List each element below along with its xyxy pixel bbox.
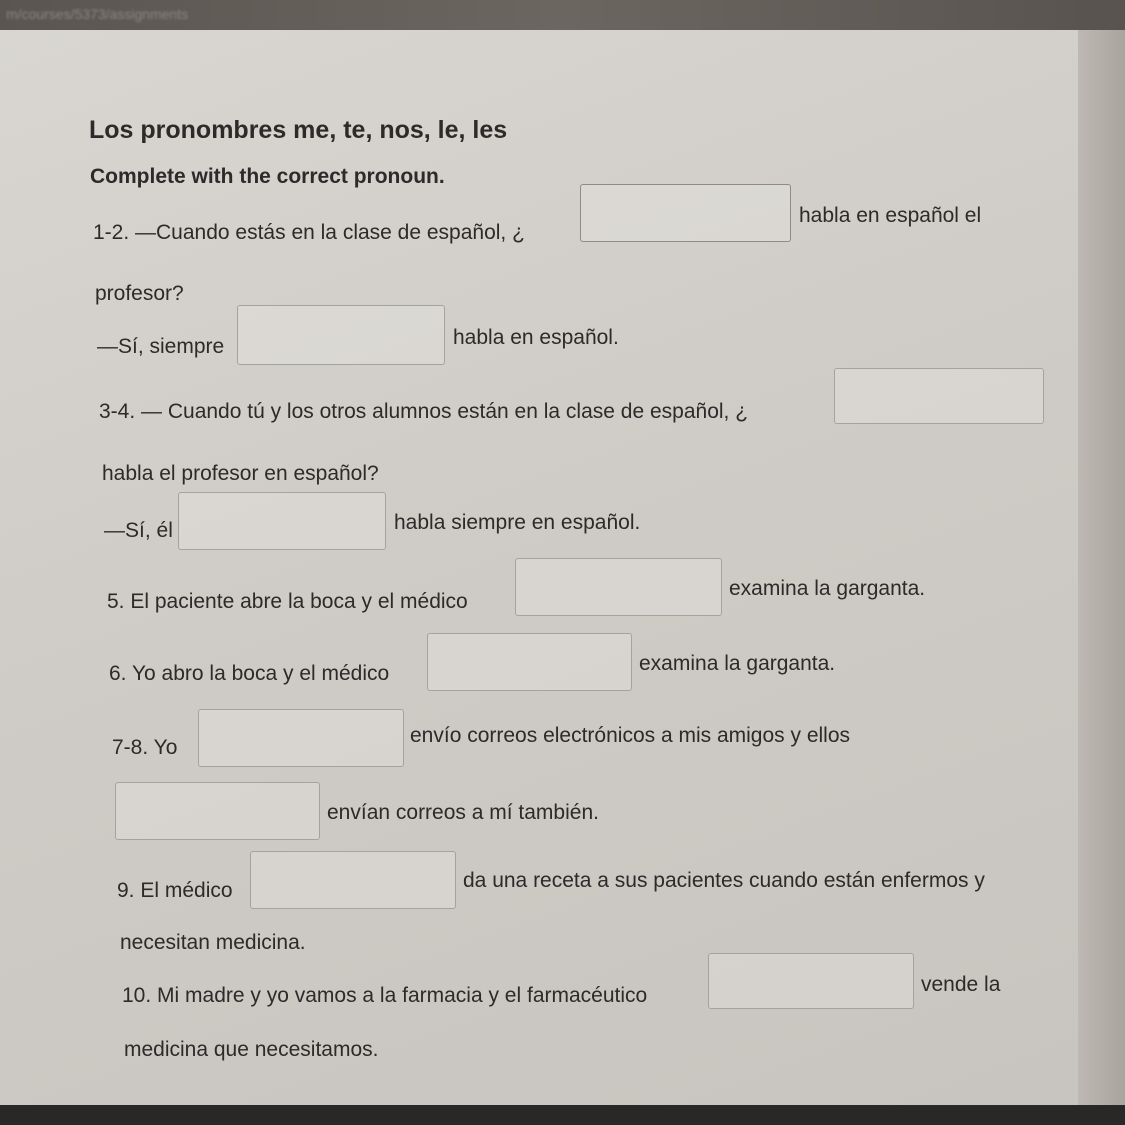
answer-8-input[interactable] (115, 782, 320, 840)
url-text: m/courses/5373/assignments (6, 6, 189, 22)
question-3-4-text: 3-4. — Cuando tú y los otros alumnos están en la clase de español, ¿ (99, 400, 749, 423)
question-10-text: 10. Mi madre y yo vamos a la farmacia y el farmacéutico (122, 984, 648, 1007)
answer-2-input[interactable] (237, 305, 445, 365)
question-3-4-text-end: habla el profesor en español? (102, 462, 379, 485)
page-title: Los pronombres me, te, nos, le, les (89, 116, 508, 144)
answer-1-input[interactable] (580, 184, 791, 242)
question-7-8-text-end: envían correos a mí también. (327, 801, 599, 824)
answer-2-prefix: —Sí, siempre (97, 335, 225, 358)
question-6-text: 6. Yo abro la boca y el médico (109, 662, 390, 685)
question-10-text-end: medicina que necesitamos. (124, 1038, 379, 1061)
question-9-text-end: necesitan medicina. (120, 931, 306, 954)
answer-10-input[interactable] (708, 953, 914, 1009)
answer-4-prefix: —Sí, él (104, 519, 173, 542)
browser-address-strip (0, 0, 1125, 30)
instruction-text: Complete with the correct pronoun. (90, 165, 445, 188)
question-9-text: 9. El médico (117, 879, 233, 902)
question-7-8-text: 7-8. Yo (112, 736, 178, 759)
question-5-text: 5. El paciente abre la boca y el médico (107, 590, 468, 613)
question-1-2-text-end: profesor? (95, 282, 184, 305)
answer-6-input[interactable] (427, 633, 632, 691)
question-10-text-cont: vende la (921, 973, 1001, 996)
answer-9-input[interactable] (250, 851, 456, 909)
answer-7-input[interactable] (198, 709, 404, 767)
question-5-text-end: examina la garganta. (729, 577, 926, 600)
answer-4-input[interactable] (178, 492, 386, 550)
screen-edge (1078, 30, 1125, 1105)
question-1-2-text: 1-2. —Cuando estás en la clase de español, ¿ (93, 221, 525, 244)
answer-2-suffix: habla en español. (453, 326, 619, 349)
answer-4-suffix: habla siempre en español. (394, 511, 641, 534)
answer-5-input[interactable] (515, 558, 722, 616)
question-7-8-text-cont: envío correos electrónicos a mis amigos y ellos (410, 724, 851, 747)
screen-bezel (0, 1105, 1125, 1125)
question-1-2-text-cont: habla en español el (799, 204, 982, 227)
answer-3-input[interactable] (834, 368, 1044, 424)
question-9-text-cont: da una receta a sus pacientes cuando están enfermos y (463, 869, 985, 892)
question-6-text-end: examina la garganta. (639, 652, 836, 675)
